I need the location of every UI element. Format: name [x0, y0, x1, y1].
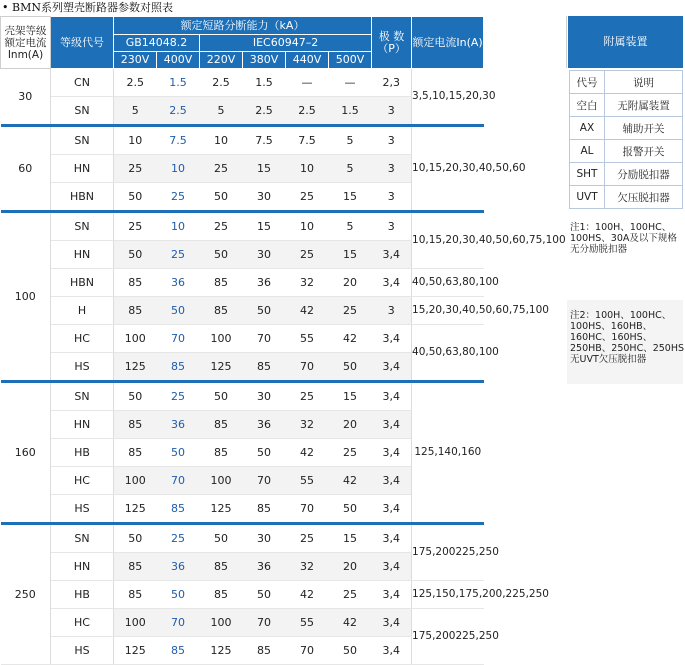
accessory-code: 空白 [570, 94, 605, 117]
breaking-capacity-cell: 100 [114, 609, 157, 637]
header-voltage: 380V [243, 52, 286, 69]
grade-code-cell: HS [51, 637, 114, 665]
breaking-capacity-cell: 85 [114, 553, 157, 581]
breaking-capacity-cell: — [329, 69, 372, 97]
breaking-capacity-cell: 50 [114, 382, 157, 411]
breaking-capacity-cell: 10 [286, 155, 329, 183]
breaking-capacity-cell: 25 [286, 382, 329, 411]
breaking-capacity-cell: 70 [286, 637, 329, 665]
spacer-cell [484, 69, 567, 126]
grade-code-cell: SN [51, 524, 114, 553]
breaking-capacity-cell: 125 [200, 353, 243, 382]
breaking-capacity-cell: — [286, 69, 329, 97]
poles-cell: 3,4 [372, 325, 412, 353]
grade-code-cell: HBN [51, 269, 114, 297]
breaking-capacity-cell: 42 [329, 325, 372, 353]
breaking-capacity-cell: 5 [329, 212, 372, 241]
breaking-capacity-cell: 85 [243, 637, 286, 665]
rated-current-cell: 125,140,160 [412, 382, 484, 524]
poles-cell: 3,4 [372, 581, 412, 609]
breaking-capacity-cell: 55 [286, 325, 329, 353]
breaking-capacity-cell: 5 [329, 155, 372, 183]
breaking-capacity-cell: 125 [200, 637, 243, 665]
breaking-capacity-cell: 85 [200, 269, 243, 297]
breaking-capacity-cell: 85 [157, 495, 200, 524]
grade-code-cell: HN [51, 241, 114, 269]
breaking-capacity-cell: 20 [329, 553, 372, 581]
poles-cell: 3,4 [372, 241, 412, 269]
breaking-capacity-cell: 25 [286, 524, 329, 553]
poles-cell: 3,4 [372, 439, 412, 467]
breaking-capacity-cell: 50 [329, 353, 372, 382]
grade-code-cell: HC [51, 609, 114, 637]
accessory-table [569, 70, 683, 209]
header-blank [484, 17, 567, 69]
breaking-capacity-cell: 30 [243, 241, 286, 269]
grade-code-cell: SN [51, 97, 114, 126]
breaking-capacity-cell: 15 [329, 183, 372, 212]
breaking-capacity-cell: 85 [243, 495, 286, 524]
rated-current-cell: 175,200225,250 [412, 524, 484, 581]
header-grade: 等级代号 [51, 17, 114, 69]
poles-cell: 3,4 [372, 353, 412, 382]
breaking-capacity-cell: 70 [243, 325, 286, 353]
breaking-capacity-cell: 25 [200, 155, 243, 183]
header-voltage: 440V [286, 52, 329, 69]
breaking-capacity-cell: 25 [200, 212, 243, 241]
breaking-capacity-cell: 85 [114, 269, 157, 297]
rated-current-cell: 125,150,175,200,225,250 [412, 581, 484, 609]
grade-code-cell: SN [51, 126, 114, 155]
breaking-capacity-cell: 10 [157, 212, 200, 241]
breaking-capacity-cell: 1.5 [243, 69, 286, 97]
breaking-capacity-cell: 7.5 [286, 126, 329, 155]
breaking-capacity-cell: 50 [114, 524, 157, 553]
frame-current-cell: 30 [1, 69, 51, 126]
breaking-capacity-cell: 36 [157, 411, 200, 439]
breaking-capacity-cell: 32 [286, 553, 329, 581]
grade-code-cell: HS [51, 353, 114, 382]
breaking-capacity-cell: 50 [114, 183, 157, 212]
breaking-capacity-cell: 70 [157, 467, 200, 495]
breaking-capacity-cell: 10 [114, 126, 157, 155]
spacer-cell [484, 382, 567, 524]
breaking-capacity-cell: 30 [243, 524, 286, 553]
grade-code-cell: HC [51, 325, 114, 353]
poles-cell: 3 [372, 183, 412, 212]
breaking-capacity-cell: 25 [114, 155, 157, 183]
breaking-capacity-cell: 25 [329, 581, 372, 609]
breaking-capacity-cell: 50 [200, 524, 243, 553]
accessory-code: SHT [570, 163, 605, 186]
breaking-capacity-cell: 50 [200, 183, 243, 212]
breaking-capacity-cell: 25 [286, 183, 329, 212]
breaking-capacity-cell: 50 [157, 581, 200, 609]
grade-code-cell: SN [51, 212, 114, 241]
table-row [1, 269, 567, 297]
breaking-capacity-cell: 85 [200, 553, 243, 581]
grade-code-cell: SN [51, 382, 114, 411]
breaking-capacity-cell: 50 [157, 439, 200, 467]
breaking-capacity-cell: 15 [329, 524, 372, 553]
breaking-capacity-cell: 85 [157, 353, 200, 382]
poles-cell: 3,4 [372, 467, 412, 495]
breaking-capacity-cell: 50 [243, 297, 286, 325]
breaking-capacity-cell: 100 [114, 467, 157, 495]
breaking-capacity-cell: 10 [200, 126, 243, 155]
note-2: 注2：100H、100HC、100HS、160HB、160HC、160HS、250HB、250HC、250HS无UVT欠压脱扣器 [570, 310, 685, 365]
params-table-wrap [0, 16, 566, 665]
breaking-capacity-cell: 25 [286, 241, 329, 269]
header-voltage: 500V [329, 52, 372, 69]
table-row [1, 126, 567, 155]
poles-cell: 3 [372, 212, 412, 241]
poles-cell: 3,4 [372, 524, 412, 553]
frame-current-cell: 60 [1, 126, 51, 212]
breaking-capacity-cell: 25 [114, 212, 157, 241]
breaking-capacity-cell: 25 [157, 524, 200, 553]
breaking-capacity-cell: 55 [286, 609, 329, 637]
breaking-capacity-cell: 2.5 [200, 69, 243, 97]
breaking-capacity-cell: 15 [329, 241, 372, 269]
breaking-capacity-cell: 100 [200, 467, 243, 495]
accessory-desc: 报警开关 [605, 140, 683, 163]
table-row [1, 212, 567, 241]
breaking-capacity-cell: 85 [157, 637, 200, 665]
breaking-capacity-cell: 70 [243, 609, 286, 637]
grade-code-cell: CN [51, 69, 114, 97]
breaking-capacity-cell: 2.5 [114, 69, 157, 97]
breaking-capacity-cell: 85 [114, 411, 157, 439]
breaking-capacity-cell: 42 [286, 439, 329, 467]
breaking-capacity-cell: 42 [286, 581, 329, 609]
accessory-desc: 辅助开关 [605, 117, 683, 140]
breaking-capacity-cell: 42 [286, 297, 329, 325]
grade-code-cell: HB [51, 439, 114, 467]
breaking-capacity-cell: 85 [200, 411, 243, 439]
breaking-capacity-cell: 85 [114, 297, 157, 325]
breaking-capacity-cell: 30 [243, 382, 286, 411]
header-voltage: 400V [157, 52, 200, 69]
poles-cell: 2,3 [372, 69, 412, 97]
breaking-capacity-cell: 50 [243, 581, 286, 609]
poles-cell: 3,4 [372, 609, 412, 637]
params-table [0, 16, 567, 665]
header-std-gb: GB14048.2 [114, 35, 200, 52]
breaking-capacity-cell: 85 [200, 581, 243, 609]
accessory-desc: 无附属装置 [605, 94, 683, 117]
poles-cell: 3 [372, 155, 412, 183]
accessory-code: AL [570, 140, 605, 163]
breaking-capacity-cell: 85 [200, 439, 243, 467]
breaking-capacity-cell: 25 [157, 241, 200, 269]
breaking-capacity-cell: 50 [329, 637, 372, 665]
breaking-capacity-cell: 5 [114, 97, 157, 126]
breaking-capacity-cell: 2.5 [243, 97, 286, 126]
poles-cell: 3 [372, 126, 412, 155]
breaking-capacity-cell: 5 [200, 97, 243, 126]
poles-cell: 3,4 [372, 637, 412, 665]
breaking-capacity-cell: 20 [329, 411, 372, 439]
breaking-capacity-cell: 42 [329, 467, 372, 495]
breaking-capacity-cell: 50 [200, 241, 243, 269]
poles-cell: 3 [372, 297, 412, 325]
header-std-iec: IEC60947–2 [200, 35, 372, 52]
rated-current-cell: 40,50,63,80,100 [412, 325, 484, 382]
frame-current-cell: 250 [1, 524, 51, 665]
grade-code-cell: H [51, 297, 114, 325]
breaking-capacity-cell: 85 [243, 353, 286, 382]
breaking-capacity-cell: 1.5 [329, 97, 372, 126]
poles-cell: 3,4 [372, 495, 412, 524]
rated-current-cell: 10,15,20,30,40,50,60,75,100 [412, 212, 484, 269]
breaking-capacity-cell: 55 [286, 467, 329, 495]
breaking-capacity-cell: 100 [200, 609, 243, 637]
poles-cell: 3,4 [372, 382, 412, 411]
breaking-capacity-cell: 36 [157, 553, 200, 581]
breaking-capacity-cell: 70 [157, 325, 200, 353]
breaking-capacity-cell: 32 [286, 269, 329, 297]
rated-current-cell: 10,15,20,30,40,50,60 [412, 126, 484, 212]
poles-cell: 3 [372, 97, 412, 126]
breaking-capacity-cell: 10 [286, 212, 329, 241]
grade-code-cell: HC [51, 467, 114, 495]
breaking-capacity-cell: 36 [243, 553, 286, 581]
poles-cell: 3,4 [372, 553, 412, 581]
breaking-capacity-cell: 36 [243, 269, 286, 297]
grade-code-cell: HBN [51, 183, 114, 212]
table-row [1, 325, 567, 353]
accessory-col-desc: 说明 [605, 71, 683, 94]
table-row [1, 297, 567, 325]
breaking-capacity-cell: 10 [157, 155, 200, 183]
rated-current-cell: 175,200225,250 [412, 609, 484, 665]
breaking-capacity-cell: 125 [114, 495, 157, 524]
breaking-capacity-cell: 15 [329, 382, 372, 411]
breaking-capacity-cell: 50 [157, 297, 200, 325]
grade-code-cell: HS [51, 495, 114, 524]
breaking-capacity-cell: 32 [286, 411, 329, 439]
accessory-panel [567, 16, 683, 209]
header-voltage: 230V [114, 52, 157, 69]
header-frame: 壳架等级额定电流Inm(A) [1, 17, 51, 69]
frame-current-cell: 160 [1, 382, 51, 524]
breaking-capacity-cell: 125 [200, 495, 243, 524]
breaking-capacity-cell: 2.5 [157, 97, 200, 126]
grade-code-cell: HN [51, 155, 114, 183]
breaking-capacity-cell: 70 [286, 495, 329, 524]
breaking-capacity-cell: 5 [329, 126, 372, 155]
table-row [1, 581, 567, 609]
header-voltage: 220V [200, 52, 243, 69]
page-title: • BMN系列塑壳断路器参数对照表 [2, 1, 173, 14]
breaking-capacity-cell: 100 [200, 325, 243, 353]
breaking-capacity-cell: 125 [114, 637, 157, 665]
breaking-capacity-cell: 50 [200, 382, 243, 411]
poles-cell: 3,4 [372, 269, 412, 297]
accessory-code: AX [570, 117, 605, 140]
breaking-capacity-cell: 42 [329, 609, 372, 637]
breaking-capacity-cell: 36 [157, 269, 200, 297]
breaking-capacity-cell: 70 [157, 609, 200, 637]
table-row [1, 609, 567, 637]
accessory-desc: 分励脱扣器 [605, 163, 683, 186]
breaking-capacity-cell: 85 [200, 297, 243, 325]
breaking-capacity-cell: 25 [157, 183, 200, 212]
breaking-capacity-cell: 15 [243, 155, 286, 183]
breaking-capacity-cell: 100 [114, 325, 157, 353]
breaking-capacity-cell: 20 [329, 269, 372, 297]
breaking-capacity-cell: 7.5 [157, 126, 200, 155]
rated-current-cell: 40,50,63,80,100 [412, 269, 484, 297]
breaking-capacity-cell: 7.5 [243, 126, 286, 155]
breaking-capacity-cell: 85 [114, 581, 157, 609]
header-current: 额定电流In(A) [412, 17, 484, 69]
accessory-col-code: 代号 [570, 71, 605, 94]
grade-code-cell: HN [51, 553, 114, 581]
header-poles: 极 数（P） [372, 17, 412, 69]
breaking-capacity-cell: 25 [157, 382, 200, 411]
breaking-capacity-cell: 2.5 [286, 97, 329, 126]
table-row [1, 524, 567, 553]
accessory-desc: 欠压脱扣器 [605, 186, 683, 209]
breaking-capacity-cell: 125 [114, 353, 157, 382]
note-1: 注1：100H、100HC、100HS、30A及以下规格无分励脱扣器 [570, 222, 677, 255]
header-breaking: 额定短路分断能力（kA） [114, 17, 372, 35]
breaking-capacity-cell: 25 [329, 297, 372, 325]
breaking-capacity-cell: 50 [243, 439, 286, 467]
grade-code-cell: HB [51, 581, 114, 609]
frame-current-cell: 100 [1, 212, 51, 382]
breaking-capacity-cell: 30 [243, 183, 286, 212]
breaking-capacity-cell: 15 [243, 212, 286, 241]
breaking-capacity-cell: 70 [286, 353, 329, 382]
breaking-capacity-cell: 50 [114, 241, 157, 269]
breaking-capacity-cell: 50 [329, 495, 372, 524]
rated-current-cell: 3,5,10,15,20,30 [412, 69, 484, 126]
accessory-header: 附属装置 [567, 16, 683, 68]
table-row [1, 382, 567, 411]
poles-cell: 3,4 [372, 411, 412, 439]
breaking-capacity-cell: 85 [114, 439, 157, 467]
grade-code-cell: HN [51, 411, 114, 439]
table-row [1, 69, 567, 97]
breaking-capacity-cell: 36 [243, 411, 286, 439]
breaking-capacity-cell: 70 [243, 467, 286, 495]
rated-current-cell: 15,20,30,40,50,60,75,100 [412, 297, 484, 325]
accessory-code: UVT [570, 186, 605, 209]
breaking-capacity-cell: 1.5 [157, 69, 200, 97]
breaking-capacity-cell: 25 [329, 439, 372, 467]
